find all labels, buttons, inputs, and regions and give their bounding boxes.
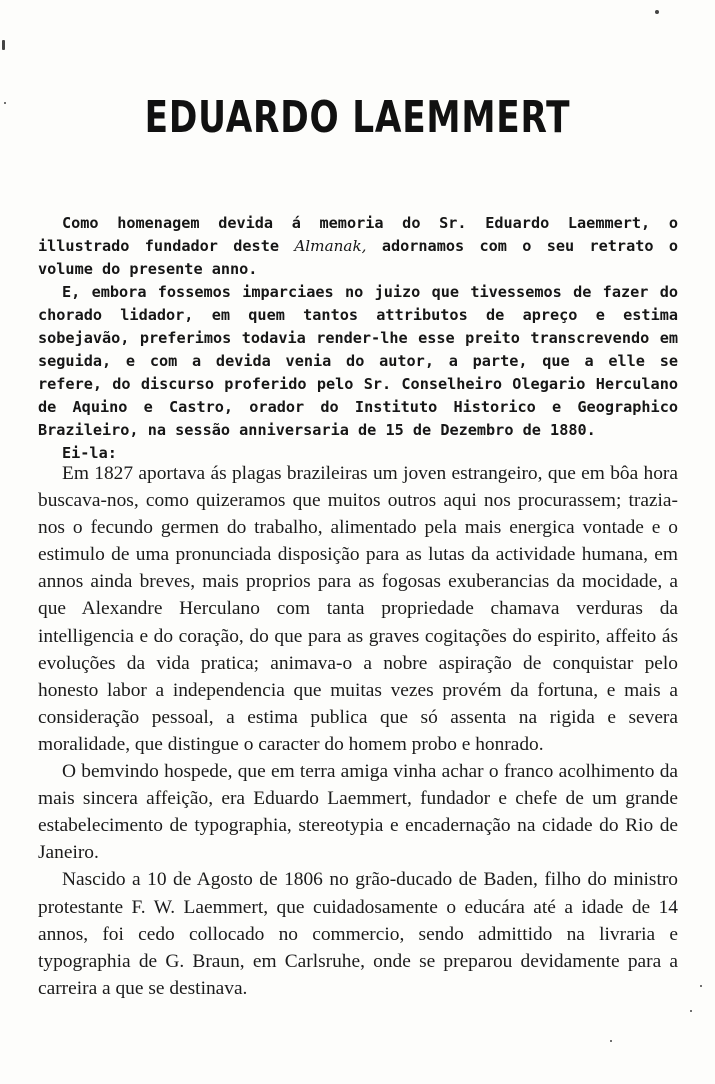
page-title: EDUARDO LAEMMERT bbox=[144, 92, 571, 143]
print-speck bbox=[655, 10, 659, 14]
print-speck bbox=[700, 985, 702, 987]
print-speck bbox=[2, 40, 5, 50]
quote-paragraph-1: Em 1827 aportava ás plagas brazileiras um joven estrangeiro, que em bôa hora buscava-nos, como quizeramos que muitos outros aqui nos procurassem; trazia-nos o fecundo germen do trabalho, alimentado pela mais energica vontade e o estimulo de uma pronunciada disposição para as lutas da actividade humana, em annos ainda breves, mais proprios para as fogosas exuberancias da mocidade, a que Alexandre Herculano com tanta propriedade chamava verduras da intelligencia e do coração, do que para as graves cogitações do espirito, affeito ás evoluções da vida pratica; animava-o a nobre aspiração de conquistar pelo honesto labor a independencia que muitas vezes provém da fortuna, e mais a consideração pessoal, a estima publica que só assenta na rigida e severa moralidade, que distingue o caracter do homem probo e honrado. bbox=[38, 463, 678, 755]
quote-paragraph-3: Nascido a 10 de Agosto de 1806 no grão-ducado de Baden, filho do ministro protestante F. W. Laemmert, que cuidadosamente o educára até a idade de 14 annos, foi cedo collocado no commercio, sendo admittido na livraria e typographia de G. Braun, em Carlsruhe, onde se preparou devidamente para a carreira a que se destinava. bbox=[38, 869, 678, 999]
print-speck bbox=[610, 1040, 612, 1042]
intro-text: Como homenagem devida á memoria do Sr. Eduardo Laemmert, o illustrado fundador deste bbox=[38, 214, 678, 255]
quote-paragraph-2: O bemvindo hospede, que em terra amiga vinha achar o franco acolhimento da mais sincera affeição, era Eduardo Laemmert, fundador e chefe de um grande estabelecimento de typographia, stereotypia e encadernação na cidade do Rio de Janeiro. bbox=[38, 761, 678, 864]
intro-paragraph-3: Ei-la: bbox=[62, 444, 117, 462]
intro-paragraph-2: E, embora fossemos imparciaes no juizo que tivessemos de fazer do chorado lidador, em quem tantos attributos de apreço e estima sobejavão, preferimos todavia render-lhe esse preito transcrevendo em seguida, e com a devida venia do autor, a parte, que a elle se refere, do discurso proferido pelo Sr. Conselheiro Olegario Herculano de Aquino e Castro, orador do Instituto Historico e Geographico Brazileiro, na sessão anniversaria de 15 de Dezembro de 1880. bbox=[38, 283, 678, 439]
speech-excerpt bbox=[38, 460, 678, 1002]
almanak-italic: Almanak, bbox=[294, 237, 367, 255]
print-speck bbox=[4, 102, 6, 104]
introduction bbox=[38, 212, 678, 465]
intro-paragraph-1 bbox=[38, 212, 678, 281]
print-speck bbox=[690, 1010, 692, 1012]
intro-text-cont: adornamos com o seu retrato o volume do presente anno. bbox=[38, 237, 678, 278]
